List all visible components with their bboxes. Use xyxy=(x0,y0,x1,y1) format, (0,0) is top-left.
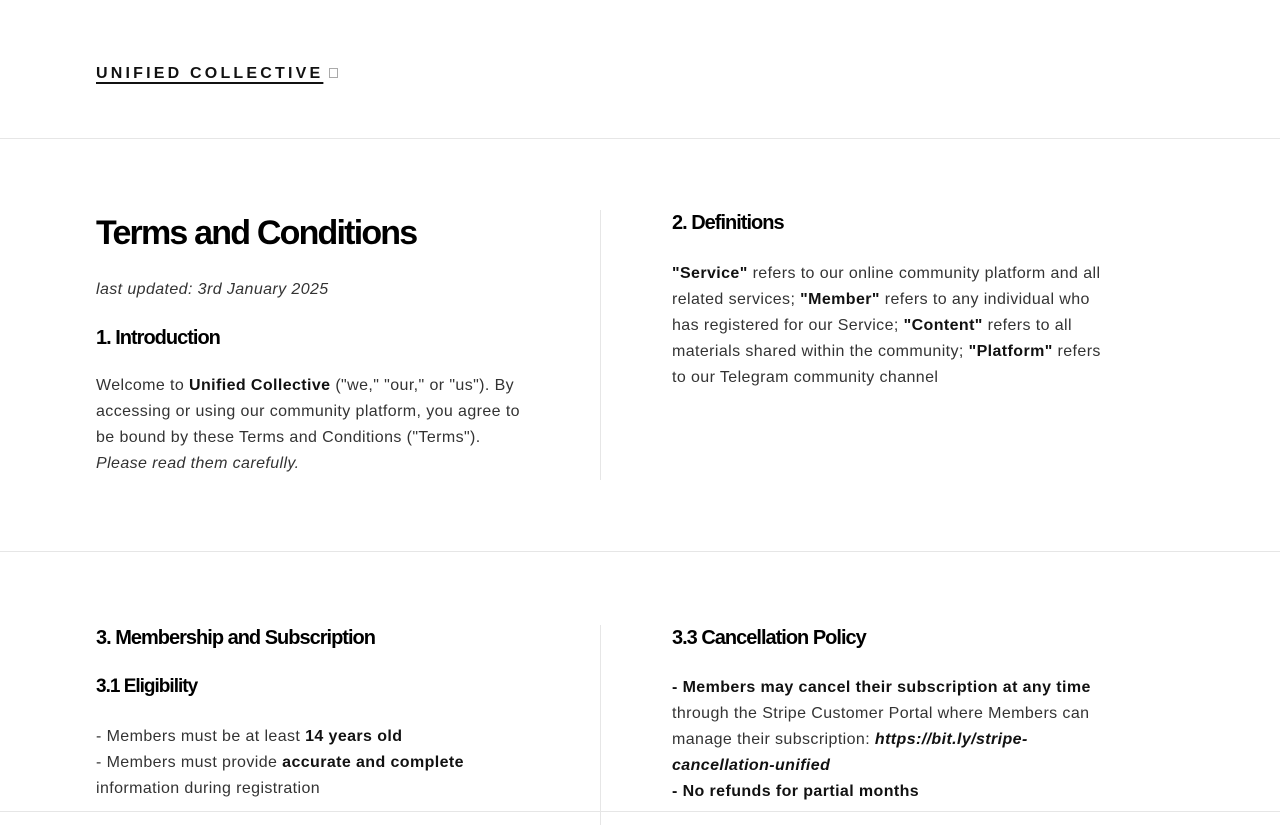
logo-link[interactable] xyxy=(96,65,338,83)
eligibility-item: - Members must be at least 14 years old xyxy=(96,728,403,745)
column-right xyxy=(672,625,1122,805)
heading-cancellation: 3.3 Cancellation Policy xyxy=(672,627,866,649)
page-title: Terms and Conditions xyxy=(96,214,417,252)
heading-definitions: 2. Definitions xyxy=(672,212,784,234)
section-membership xyxy=(0,552,1280,812)
no-refunds-item: - No refunds for partial months xyxy=(672,783,920,800)
heading-introduction: 1. Introduction xyxy=(96,327,220,349)
column-right xyxy=(672,210,1122,391)
heading-membership: 3. Membership and Subscription xyxy=(96,627,375,649)
eligibility-item: - Members must provide accurate and complete information during registration xyxy=(96,754,464,797)
last-updated: last updated: 3rd January 2025 xyxy=(96,281,329,298)
site-header xyxy=(0,0,1280,139)
heading-eligibility: 3.1 Eligibility xyxy=(96,676,198,697)
section-intro xyxy=(0,139,1280,552)
missing-glyph-icon xyxy=(329,68,338,78)
cancellation-text: - Members may cancel their subscription at any time through the Stripe Customer Portal where Members can manage their subscription: https://bit.ly/stripe-cancellation-unified xyxy=(672,679,1091,774)
introduction-text: Welcome to Unified Collective ("we," "our," or "us"). By accessing or using our community platform, you agree to be bound by these Terms and Conditions ("Terms"). Please read them carefully. xyxy=(96,377,520,472)
column-left xyxy=(96,210,601,480)
column-left xyxy=(96,625,601,825)
stripe-portal-link[interactable]: https://bit.ly/stripe-cancellation-unified xyxy=(672,731,1028,774)
definitions-text: "Service" refers to our online community platform and all related services; "Member" refers to any individual who has registered for our Service; "Content" refers to all materials shared within the community; "Platform" refers to our Telegram community channel xyxy=(672,265,1101,386)
logo-text: UNIFIED COLLECTIVE xyxy=(96,65,324,82)
